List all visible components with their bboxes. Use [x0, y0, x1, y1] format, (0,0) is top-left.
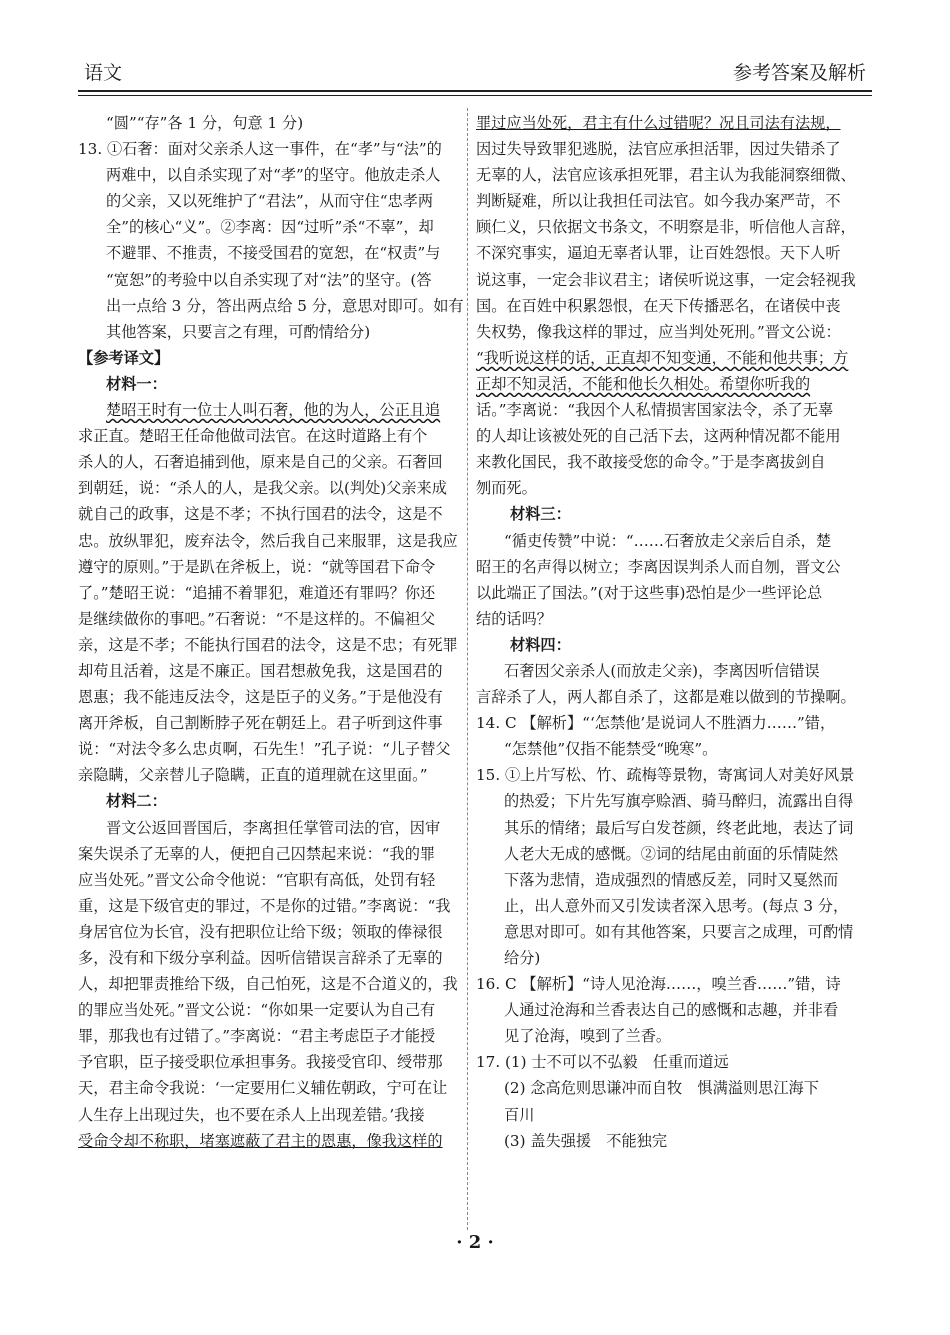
text-line: 的人却让该被处死的自己活下去，这两种情况都不能用 — [476, 427, 841, 446]
text-line: 其他答案，只要言之有理，可酌情给分) — [106, 322, 371, 341]
text-line: 出一点给 3 分，答出两点给 5 分，意思对即可。如有 — [106, 296, 464, 315]
text-line: 昭王的名声得以树立；李离因误判杀人而自刎，晋文公 — [476, 557, 841, 576]
answer-15: 15. ①上片写松、竹、疏梅等景物，寄寓词人对美好风景 — [476, 766, 855, 785]
text-line: 止，出人意外而又引发读者深入思考。(每点 3 分， — [504, 896, 849, 915]
answer-17: 17. (1) 士不可以不弘毅 任重而道远 — [476, 1053, 729, 1072]
text-line: 了。”楚昭王说：“追捕不着罪犯，难道还有罪吗？你还 — [78, 583, 436, 602]
text-line: 全”的核心“义”。②李离：因“过听”杀“不辜”，却 — [106, 218, 434, 237]
text-line: 身居官位为长官，没有把职位让给下级；领取的俸禄很 — [78, 922, 443, 941]
text-line: 重，这是下级官吏的罪过，不是你的过错。”李离说：“我 — [78, 896, 451, 915]
text-line: 言辞杀了人，两人都自杀了，这都是难以做到的节操啊。 — [476, 688, 856, 707]
text-line: 人，却把罪责推给下级，自己怕死，这是不合道义的，我 — [78, 975, 458, 994]
text-line: 人老大无成的感慨。②词的结尾由前面的乐情陡然 — [504, 844, 839, 863]
text-line: 的罪应当处死。”晋文公说：“你如果一定要认为自己有 — [78, 1001, 436, 1020]
text-line: 正却不知灵活，不能和他长久相处。希望你听我的 — [476, 374, 811, 393]
text-line: 求正直。楚昭王任命他做司法官。在这时道路上有个 — [78, 427, 428, 446]
text-line: “循吏传赞”中说：“……石奢放走父亲后自杀，楚 — [504, 531, 832, 550]
material-4-heading: 材料四： — [510, 635, 571, 654]
text-line: 人通过沧海和兰香表达自己的感慨和志趣，并非看 — [504, 1001, 839, 1020]
header-rule — [78, 90, 872, 92]
text-line: 不避罪、不推责，不接受国君的宽恕，在“权责”与 — [106, 244, 441, 263]
text-line: 就自己的政事，这是不孝；不执行国君的法令，这是不 — [78, 505, 443, 524]
text-line: 无辜的人，法官应该承担死罪，君主认为我能洞察细微、 — [476, 166, 856, 185]
material-1-heading: 材料一： — [106, 374, 167, 393]
text-line: 因过失导致罪犯逃脱，法官应承担活罪，因过失错杀了 — [476, 140, 841, 159]
left-column — [78, 110, 478, 1154]
text-line: 国。在百姓中积累怨恨，在天下传播恶名，在诸侯中丧 — [476, 296, 841, 315]
page-header — [78, 58, 872, 90]
text-line: 受命令却不称职，堵塞遮蔽了君主的恩惠，像我这样的 — [78, 1131, 443, 1150]
text-line: 不深究事实，逼迫无辜者认罪，让百姓怨恨。天下人听 — [476, 244, 841, 263]
material-3-heading: 材料三： — [510, 505, 571, 524]
text-line: 下落为悲情，造成强烈的情感反差，同时又戛然而 — [504, 870, 839, 889]
text-line: “我听说这样的话，正直却不知变通，不能和他共事；方 — [476, 348, 849, 367]
translation-heading: 【参考译文】 — [78, 348, 170, 367]
text-line: 来教化国民，我不敢接受您的命令。”于是李离拔剑自 — [476, 453, 826, 472]
material-2-heading: 材料二： — [106, 792, 167, 811]
text-line: 是继续做你的事吧。”石奢说：“不是这样的。不偏袒父 — [78, 609, 436, 628]
text-line: (2) 念高危则思谦冲而自牧 惧满溢则思江海下 — [504, 1079, 819, 1098]
text-line: “圆”“存”各 1 分，句意 1 分) — [106, 114, 304, 132]
text-line: 说：“对法令多么忠贞啊，石先生！”孔子说：“儿子替父 — [78, 740, 451, 759]
text-line: 百川 — [504, 1105, 535, 1124]
text-line: 离开斧板，自己割断脖子死在朝廷上。君子听到这件事 — [78, 714, 443, 733]
text-line: 遵守的原则。”于是趴在斧板上，说：“就等国君下命令 — [78, 557, 436, 576]
text-line: 其乐的情绪；最后写白发苍颜，终老此地，表达了词 — [504, 818, 854, 837]
text-line: 见了沧海，嗅到了兰香。 — [504, 1027, 672, 1046]
subject-label: 语文 — [84, 62, 123, 84]
text-line: 顾仁义，只依据文书条文，不明察是非，听信他人言辞， — [476, 218, 856, 237]
text-line: 刎而死。 — [476, 479, 537, 498]
text-line: 罪，那我也有过错了。”李离说：“君主考虑臣子才能授 — [78, 1027, 436, 1046]
right-column — [476, 110, 874, 1154]
text-line: 杀人的人，石奢追捕到他，原来是自己的父亲。石奢回 — [78, 453, 443, 472]
text-line: (3) 盖失强援 不能独完 — [504, 1131, 668, 1150]
text-line: 亲隐瞒，父亲替儿子隐瞒，正直的道理就在这里面。” — [78, 766, 428, 785]
text-line: “宽恕”的考验中以自杀实现了对“法”的坚守。(答 — [106, 270, 432, 289]
page-number: · 2 · — [456, 1232, 494, 1253]
text-line: 话。”李离说：“我因个人私情损害国家法令，杀了无辜 — [476, 401, 834, 420]
text-line: 的父亲，又以死维护了“君法”，从而守住“忠孝两 — [106, 192, 434, 211]
text-line: 到朝廷，说：“杀人的人，是我父亲。以(判处)父亲来成 — [78, 479, 447, 498]
text-line: 天，君主命令我说：‘一定要用仁义辅佐朝政，宁可在让 — [78, 1079, 448, 1098]
text-line: 多，没有和下级分享利益。因听信错误言辞杀了无辜的 — [78, 949, 443, 967]
text-line: 予官职，臣子接受职位承担事务。我接受官印、绶带那 — [78, 1053, 443, 1072]
text-line: 应当处死。”晋文公命令他说：“官职有高低，处罚有轻 — [78, 870, 436, 889]
answer-13: 13. ①石奢：面对父亲杀人这一事件，在“孝”与“法”的 — [78, 140, 442, 159]
text-line: 的热爱；下片先写旗亭赊酒、骑马醉归，流露出自得 — [504, 792, 854, 811]
text-line: 判断疑难，所以让我担任司法官。如今我办案严苛，不 — [476, 192, 841, 211]
text-line: 意思对即可。如有其他答案，只要言之成理，可酌情 — [504, 922, 854, 941]
text-line: 给分) — [504, 949, 541, 967]
text-line: 案失误杀了无辜的人，便把自己囚禁起来说：“我的罪 — [78, 844, 436, 863]
text-line: 罪过应当处死，君主有什么过错呢？况且司法有法规， — [476, 114, 841, 132]
answer-16: 16. C 【解析】“诗人见沧海……，嗅兰香……”错，诗 — [476, 975, 841, 994]
answer-14: 14. C 【解析】“‘怎禁他’是说词人不胜酒力……”错， — [476, 714, 836, 733]
header-rule-thin — [78, 95, 872, 96]
text-line: 石奢因父亲杀人(而放走父亲)，李离因听信错误 — [504, 661, 820, 680]
text-line: 人生存上出现过失，也不要在杀人上出现差错。’我接 — [78, 1105, 425, 1124]
section-title: 参考答案及解析 — [732, 62, 866, 84]
text-line: 楚昭王时有一位士人叫石奢，他的为人，公正且追 — [106, 401, 441, 420]
text-line: 说这事，一定会非议君主；诸侯听说这事，一定会轻视我 — [476, 270, 856, 289]
text-line: 失权势，像我这样的罪过，应当判处死刑。”晋文公说： — [476, 322, 841, 341]
text-line: 亲，这是不孝；不能执行国君的法令，这是不忠；有死罪 — [78, 635, 458, 654]
text-line: 两难中，以自杀实现了对“孝”的坚守。他放走杀人 — [106, 166, 441, 185]
text-line: 恩惠；我不能违反法令，这是臣子的义务。”于是他没有 — [78, 688, 443, 707]
text-line: 结的话吗？ — [476, 609, 552, 628]
text-line: 以此端正了国法。”(对于这些事)恐怕是少一些评论总 — [476, 583, 823, 602]
text-line: 忠。放纵罪犯，废弃法令，然后我自己来服罪，这是我应 — [78, 531, 458, 550]
text-line: 晋文公返回晋国后，李离担任掌管司法的官，因审 — [106, 818, 441, 837]
text-line: “怎禁他”仅指不能禁受“晚寒”。 — [504, 740, 718, 759]
text-line: 却苟且活着，这是不廉正。国君想赦免我，这是国君的 — [78, 661, 443, 680]
